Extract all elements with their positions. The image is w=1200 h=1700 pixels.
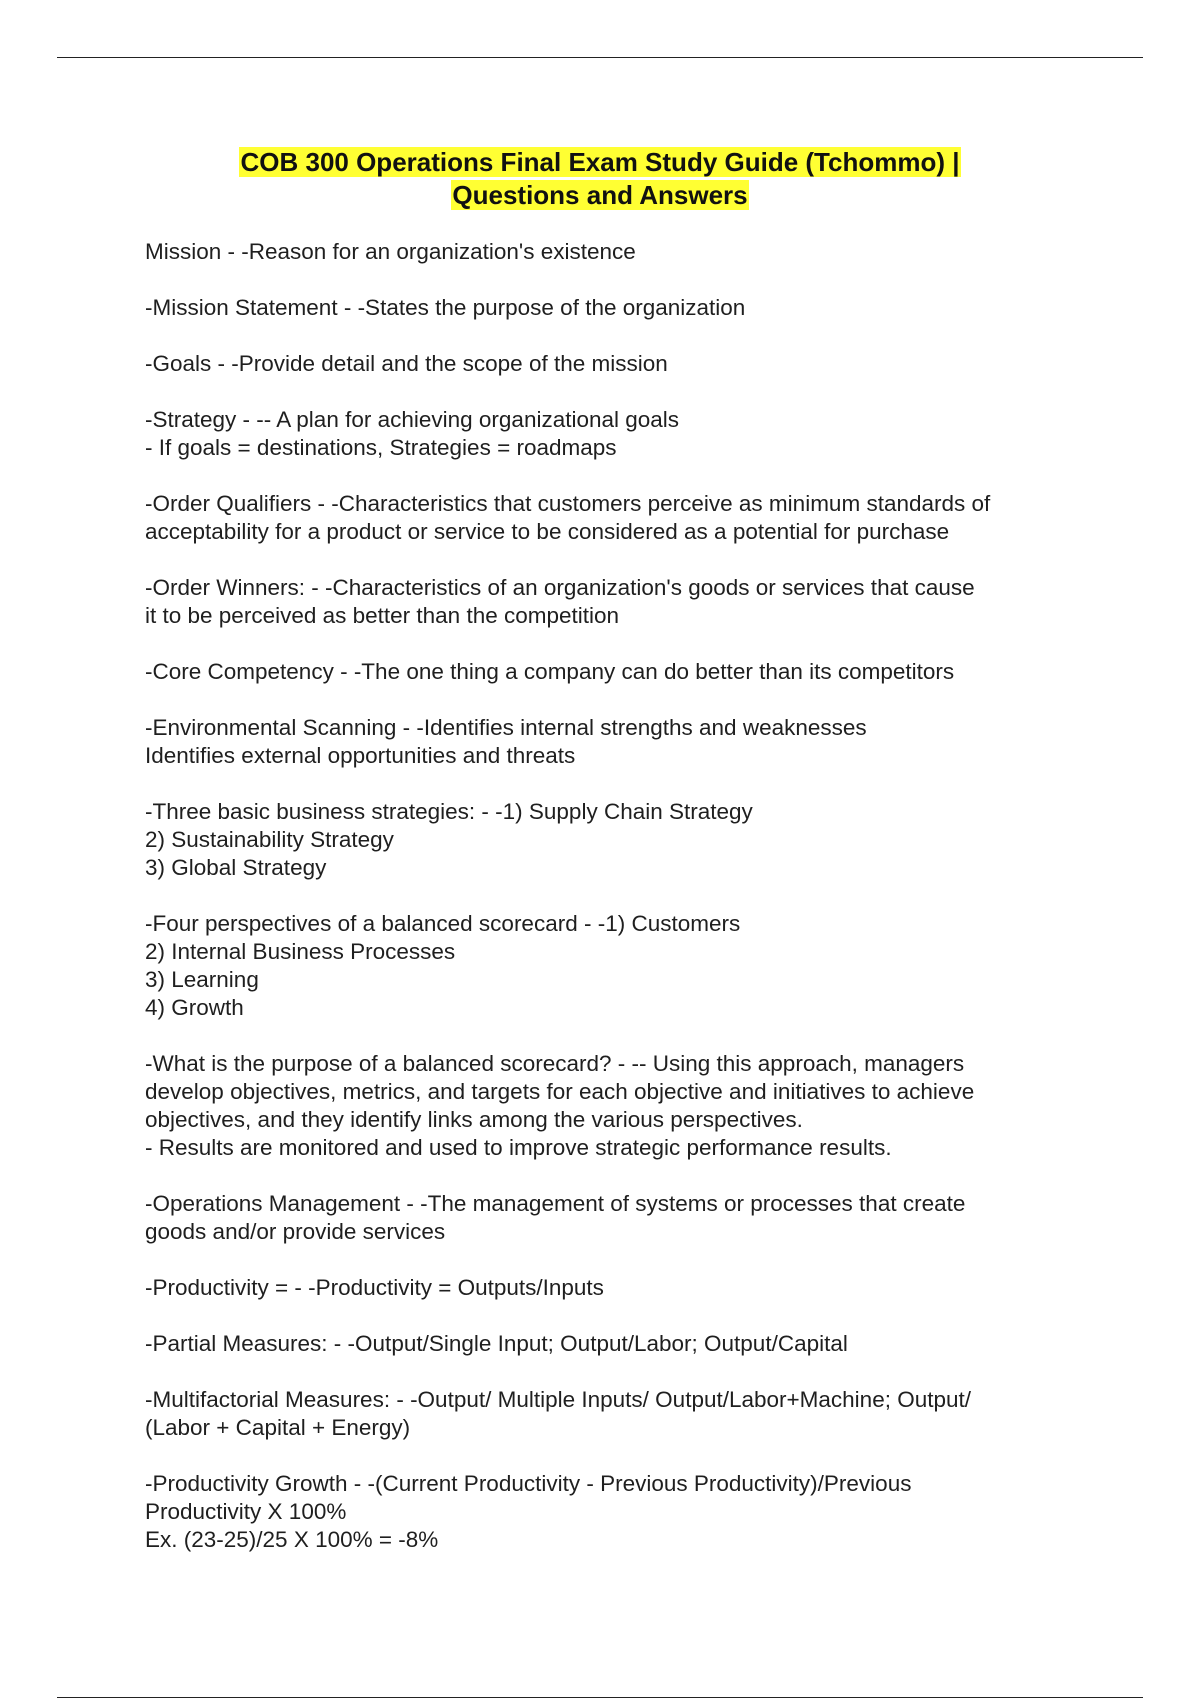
title-line-2: Questions and Answers bbox=[452, 180, 748, 210]
qa-entry-line: - If goals = destinations, Strategies = roadmaps bbox=[145, 435, 617, 460]
document-title bbox=[120, 146, 1080, 212]
qa-entry bbox=[145, 798, 1065, 882]
qa-entry-line: -Mission Statement - -States the purpose of the organization bbox=[145, 295, 746, 320]
qa-entry bbox=[145, 1050, 1065, 1162]
qa-entry-line: -Productivity Growth - -(Current Productivity - Previous Productivity)/Previous bbox=[145, 1471, 912, 1496]
qa-entry bbox=[145, 1470, 1065, 1554]
qa-entry-line: -Three basic business strategies: - -1) Supply Chain Strategy bbox=[145, 799, 753, 824]
qa-entry bbox=[145, 714, 1065, 770]
qa-entry-line: -Four perspectives of a balanced scorecard - -1) Customers bbox=[145, 911, 741, 936]
qa-entry-line: -Goals - -Provide detail and the scope of the mission bbox=[145, 351, 668, 376]
qa-entry-line: 2) Sustainability Strategy bbox=[145, 827, 394, 852]
qa-entry-line: 3) Global Strategy bbox=[145, 855, 327, 880]
qa-entry-line: -What is the purpose of a balanced scorecard? - -- Using this approach, managers bbox=[145, 1051, 965, 1076]
qa-entry-line: -Core Competency - -The one thing a company can do better than its competitors bbox=[145, 659, 955, 684]
qa-entry-line: (Labor + Capital + Energy) bbox=[145, 1415, 411, 1440]
qa-entry bbox=[145, 658, 1065, 686]
top-divider bbox=[57, 57, 1143, 58]
qa-entry-line: it to be perceived as better than the competition bbox=[145, 603, 620, 628]
bottom-divider bbox=[57, 1697, 1143, 1698]
qa-entry bbox=[145, 238, 1065, 266]
qa-entry-line: Ex. (23-25)/25 X 100% = -8% bbox=[145, 1527, 439, 1552]
qa-entry-line: 2) Internal Business Processes bbox=[145, 939, 456, 964]
qa-entry bbox=[145, 910, 1065, 1022]
qa-entry-line: 3) Learning bbox=[145, 967, 259, 992]
qa-entry bbox=[145, 1386, 1065, 1442]
qa-entry bbox=[145, 1330, 1065, 1358]
qa-entry-line: develop objectives, metrics, and targets for each objective and initiatives to achieve bbox=[145, 1079, 975, 1104]
qa-entry-line: 4) Growth bbox=[145, 995, 244, 1020]
qa-list bbox=[145, 238, 1065, 1582]
qa-entry-line: - Results are monitored and used to improve strategic performance results. bbox=[145, 1135, 892, 1160]
qa-entry-line: objectives, and they identify links among the various perspectives. bbox=[145, 1107, 803, 1132]
qa-entry-line: -Productivity = - -Productivity = Outputs/Inputs bbox=[145, 1275, 604, 1300]
qa-entry-line: -Partial Measures: - -Output/Single Input; Output/Labor; Output/Capital bbox=[145, 1331, 848, 1356]
qa-entry-line: Productivity X 100% bbox=[145, 1499, 347, 1524]
qa-entry bbox=[145, 406, 1065, 462]
qa-entry bbox=[145, 490, 1065, 546]
qa-entry-line: acceptability for a product or service to be considered as a potential for purchase bbox=[145, 519, 950, 544]
qa-entry-line: Mission - -Reason for an organization's existence bbox=[145, 239, 636, 264]
qa-entry-line: -Operations Management - -The management of systems or processes that create bbox=[145, 1191, 966, 1216]
qa-entry-line: -Strategy - -- A plan for achieving organizational goals bbox=[145, 407, 680, 432]
qa-entry-line: -Order Winners: - -Characteristics of an organization's goods or services that cause bbox=[145, 575, 975, 600]
qa-entry-line: goods and/or provide services bbox=[145, 1219, 446, 1244]
qa-entry-line: -Multifactorial Measures: - -Output/ Multiple Inputs/ Output/Labor+Machine; Output/ bbox=[145, 1387, 972, 1412]
qa-entry bbox=[145, 294, 1065, 322]
qa-entry bbox=[145, 350, 1065, 378]
qa-entry-line: Identifies external opportunities and threats bbox=[145, 743, 576, 768]
qa-entry bbox=[145, 1274, 1065, 1302]
qa-entry bbox=[145, 574, 1065, 630]
qa-entry-line: -Environmental Scanning - -Identifies internal strengths and weaknesses bbox=[145, 715, 867, 740]
title-line-1: COB 300 Operations Final Exam Study Guide (Tchommo) | bbox=[240, 147, 960, 177]
qa-entry-line: -Order Qualifiers - -Characteristics that customers perceive as minimum standards of bbox=[145, 491, 991, 516]
qa-entry bbox=[145, 1190, 1065, 1246]
